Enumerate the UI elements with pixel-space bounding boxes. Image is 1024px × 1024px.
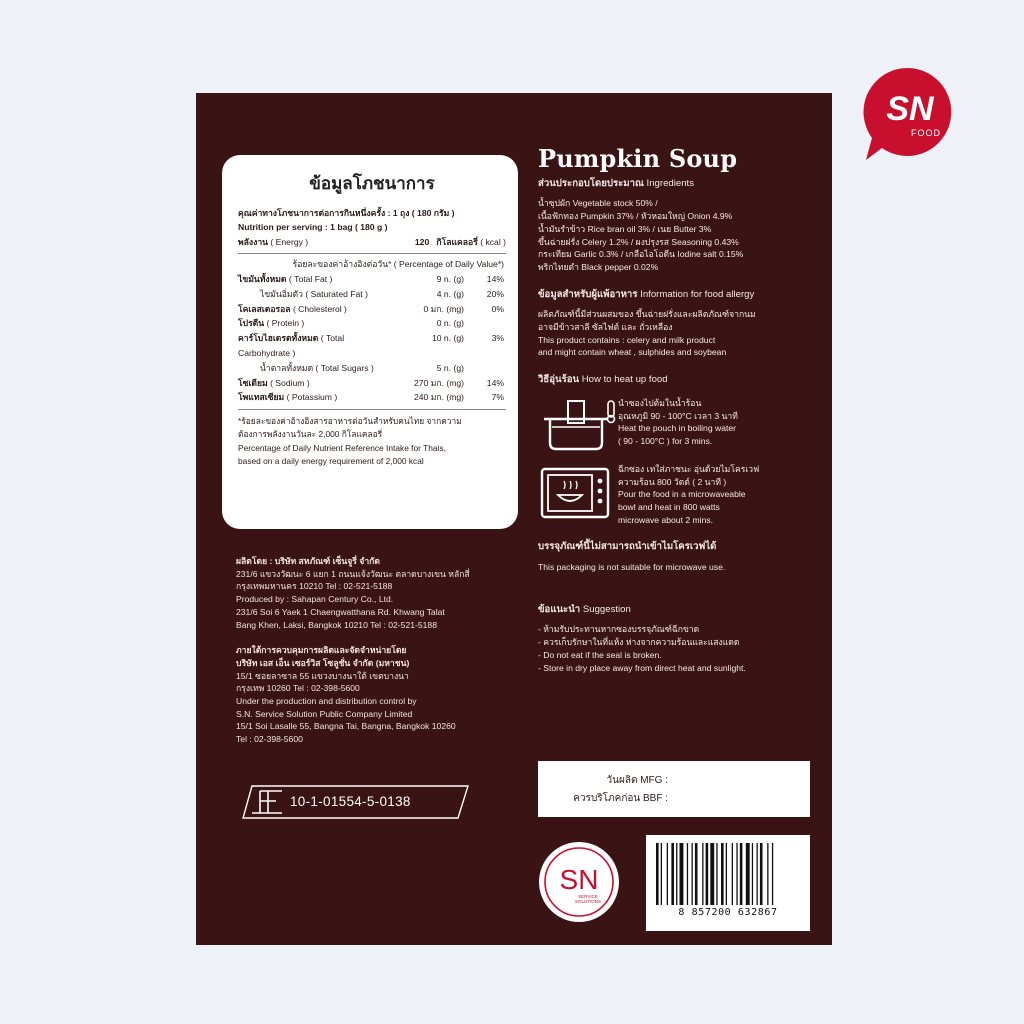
nutrient-row	[238, 331, 506, 361]
nutrient-row	[238, 302, 506, 317]
mfg-label: วันผลิต MFG :	[606, 775, 668, 786]
suggestion-line: - Do not eat if the seal is broken.	[538, 649, 662, 660]
nutrient-row	[238, 316, 506, 331]
fda-number-box	[242, 785, 470, 819]
producer-line: 231/6 แขวงวัฒนะ 6 แยก 1 ถนนแจ้งวัฒนะ ตลาดบางเขน หลักสี่	[236, 568, 470, 579]
nutrient-name: โซเดียม	[238, 377, 268, 388]
suggestion-line: - ห้ามรับประทานหากซองบรรจุภัณฑ์ฉีกขาด	[538, 624, 700, 635]
nutrient-name-en: ( Total Sugars )	[315, 362, 374, 373]
nutrient-amount: 5 n. (g)	[436, 362, 464, 373]
nutrient-name-en: ( Sodium )	[270, 377, 310, 388]
microwave-instruction	[538, 463, 824, 527]
nutrient-percent	[464, 361, 506, 376]
nutrient-amount: 240 มก. (mg)	[413, 392, 464, 403]
fda-mark-icon	[252, 791, 282, 813]
nutrient-name: น้ำตาลทั้งหมด	[260, 362, 314, 373]
allergy-line: อาจมีข้าวสาลี ซัลไฟต์ และ ถั่วเหลือง	[538, 322, 673, 333]
nutrient-amount: 9 n. (g)	[436, 273, 464, 284]
serving-en: Nutrition per serving : 1 bag ( 180 g )	[238, 222, 388, 233]
nutrient-amount: 0 มก. (mg)	[423, 303, 464, 314]
distributor-line: ภายใต้การควบคุมการผลิตและจัดจำหน่ายโดย	[236, 645, 407, 656]
micro-line: bowl and heat in 800 watts	[618, 501, 720, 512]
barcode-bars	[654, 843, 802, 905]
nutrient-name: โพแทสเซียม	[238, 392, 285, 403]
svg-text:SN: SN	[886, 90, 934, 128]
nutrient-row	[238, 361, 506, 376]
distributor-line: Tel : 02-398-5600	[236, 734, 303, 745]
nutrient-name: ไขมันอิ่มตัว	[260, 288, 303, 299]
nutrient-name-en: ( Protein )	[266, 318, 305, 329]
nutrient-percent: 14%	[486, 273, 504, 284]
producer-info	[236, 555, 526, 746]
nutrient-amount: 0 n. (g)	[436, 318, 464, 329]
nutrient-amount: 10 n. (g)	[431, 333, 464, 344]
nutrition-card	[222, 155, 518, 529]
fda-number: 10-1-01554-5-0138	[290, 794, 411, 809]
producer-line: ผลิตโดย : บริษัท สหภัณฑ์ เซ็นจูรี่ จำกัด	[236, 556, 380, 566]
nutrient-name: โคเลสเตอรอล	[238, 303, 291, 314]
dv-header: ร้อยละของค่าอ้างอิงต่อวัน* ( Percentage of Daily Value*)	[292, 259, 504, 270]
nutrient-name: คาร์โบไฮเดรตทั้งหมด	[238, 333, 319, 344]
svg-text:SOLUTIONS: SOLUTIONS	[574, 899, 602, 904]
divider	[238, 253, 506, 254]
suggestion-line: - ควรเก็บรักษาในที่แห้ง ห่างจากความร้อนและแสงแดด	[538, 637, 740, 648]
nutrient-row	[238, 390, 506, 405]
nutrient-name: โปรตีน	[238, 318, 265, 329]
barcode	[646, 835, 810, 931]
product-info	[538, 144, 824, 674]
producer-line: 231/6 Soi 6 Yaek 1 Chaengwatthana Rd. Khwang Talat	[236, 606, 445, 617]
nutrient-row	[238, 376, 506, 391]
dates-box	[538, 761, 810, 817]
sn-food-logo	[858, 64, 958, 164]
suggestion-heading: ข้อแนะนำ Suggestion	[538, 603, 631, 615]
distributor-line: บริษัท เอส เอ็น เซอร์วิส โซลูชั่น จำกัด (มหาชน)	[236, 657, 410, 668]
ingredient-line: กระเทียม Garlic 0.3% / เกลือไอโอดีน Iodine salt 0.15%	[538, 249, 744, 260]
ingredient-line: น้ำมันรำข้าว Rice bran oil 3% / เนย Butter 3%	[538, 223, 712, 234]
nutrient-name-en: ( Cholesterol )	[292, 303, 347, 314]
svg-text:SERVICE: SERVICE	[578, 894, 598, 899]
nutrient-row	[238, 287, 506, 302]
svg-text:SN: SN	[559, 864, 599, 895]
producer-line: Produced by : Sahapan Century Co., Ltd.	[236, 594, 394, 605]
nutrient-name-en: ( Total Carbohydrate )	[238, 333, 345, 358]
allergy-line: This product contains : celery and milk product	[538, 334, 716, 345]
note-line: *ร้อยละของค่าอ้างอิงสารอาหารต่อวันสำหรับคนไทย จากความ	[238, 416, 462, 427]
allergy-heading: ข้อมูลสำหรับผู้แพ้อาหาร Information for food allergy	[538, 288, 755, 300]
boil-line: อุณหภูมิ 90 - 100°C เวลา 3 นาที	[618, 410, 738, 421]
nutrient-name-en: ( Total Fat )	[288, 273, 333, 284]
heat-heading: วิธีอุ่นร้อน How to heat up food	[538, 374, 668, 386]
allergy-line: ผลิตภัณฑ์นี้มีส่วนผสมของ ขึ้นฉ่ายฝรั่งและผลิตภัณฑ์จากนม	[538, 309, 756, 320]
boil-line: นำซองไปต้มในน้ำร้อน	[618, 397, 702, 408]
distributor-line: 15/1 Soi Lasalle 55, Bangna Tai, Bangna, Bangkok 10260	[236, 721, 456, 732]
nutrient-percent: 20%	[486, 288, 504, 299]
ingredient-line: พริกไทยดำ Black pepper 0.02%	[538, 261, 659, 272]
energy-label: พลังงาน	[238, 236, 269, 247]
nutrient-percent: 0%	[491, 303, 504, 314]
micro-line: Pour the food in a microwaveable	[618, 489, 746, 500]
serving-th: คุณค่าทางโภชนาการต่อการกินหนึ่งครั้ง : 1 ถุง ( 180 กรัม )	[238, 207, 455, 218]
ingredient-line: น้ำซุปผัก Vegetable stock 50% /	[538, 198, 658, 209]
no-microwave-heading: บรรจุภัณฑ์นี้ไม่สามารถนำเข้าไมโครเวฟได้	[538, 541, 717, 553]
distributor-line: 15/1 ซอยลาซาล 55 แขวงบางนาใต้ เขตบางนา	[236, 670, 409, 681]
ingredients-heading: ส่วนประกอบโดยประมาณ Ingredients	[538, 177, 695, 189]
micro-line: microwave about 2 mins.	[618, 514, 714, 525]
micro-line: ฉีกซอง เทใส่ภาชนะ อุ่นด้วยไมโครเวฟ	[618, 463, 760, 474]
producer-line: Bang Khen, Laksi, Bangkok 10210 Tel : 02-521-5188	[236, 619, 437, 630]
boil-instruction	[538, 397, 824, 453]
note-line: based on a daily energy requirement of 2,000 kcal	[238, 455, 424, 466]
nutrient-name-en: ( Saturated Fat )	[305, 288, 368, 299]
nutrient-percent: 3%	[491, 333, 504, 344]
energy-unit: กิโลแคลอรี่	[436, 236, 478, 247]
note-line: Percentage of Daily Nutrient Reference Intake for Thais,	[238, 442, 446, 453]
product-title: Pumpkin Soup	[538, 144, 738, 173]
sn-service-solutions-logo	[538, 841, 620, 923]
nutrient-amount: 4 n. (g)	[436, 288, 464, 299]
nutrient-row	[238, 272, 506, 287]
distributor-line: กรุงเทพ 10260 Tel : 02-398-5600	[236, 683, 360, 694]
boil-line: ( 90 - 100°C ) for 3 mins.	[618, 435, 713, 446]
energy-unit-en: ( kcal )	[480, 236, 506, 247]
allergy-line: and might contain wheat , sulphides and soybean	[538, 347, 727, 358]
nutrient-percent: 14%	[486, 377, 504, 388]
nutrition-title: ข้อมูลโภชนาการ	[309, 174, 435, 193]
boiling-pot-icon	[538, 397, 618, 453]
note-line: ต้องการพลังงานวันละ 2,000 กิโลแคลอรี่	[238, 429, 383, 440]
energy-row	[238, 235, 506, 250]
nutrient-percent: 7%	[491, 392, 504, 403]
micro-line: ความร้อน 800 วัตต์ ( 2 นาที )	[618, 476, 727, 487]
distributor-line: Under the production and distribution control by	[236, 696, 417, 707]
barcode-number: 8 857200 632867	[678, 907, 778, 918]
ingredient-line: เนื้อฟักทอง Pumpkin 37% / หัวหอมใหญ่ Onion 4.9%	[538, 211, 733, 222]
producer-line: กรุงเทพมหานคร 10210 Tel : 02-521-5188	[236, 581, 393, 592]
nutrient-amount: 270 มก. (mg)	[413, 377, 464, 388]
no-microwave-text: This packaging is not suitable for microwave use.	[538, 562, 726, 573]
distributor-line: S.N. Service Solution Public Company Limited	[236, 708, 413, 719]
nutrient-name-en: ( Potassium )	[286, 392, 338, 403]
bbf-label: ควรบริโภคก่อน BBF :	[573, 793, 668, 804]
microwave-icon	[538, 463, 618, 519]
package-back	[196, 93, 832, 945]
ingredient-line: ขึ้นฉ่ายฝรั่ง Celery 1.2% / ผงปรุงรส Seasoning 0.43%	[538, 236, 739, 247]
energy-label-en: ( Energy )	[270, 236, 309, 247]
boil-line: Heat the pouch in boiling water	[618, 423, 737, 434]
suggestion-line: - Store in dry place away from direct heat and sunlight.	[538, 662, 746, 673]
dv-note	[238, 409, 506, 468]
nutrient-percent	[464, 316, 506, 331]
nutrient-name: ไขมันทั้งหมด	[238, 273, 287, 284]
energy-value: 120	[414, 236, 430, 247]
nutrient-table	[238, 272, 506, 405]
svg-text:FOOD: FOOD	[911, 128, 941, 138]
